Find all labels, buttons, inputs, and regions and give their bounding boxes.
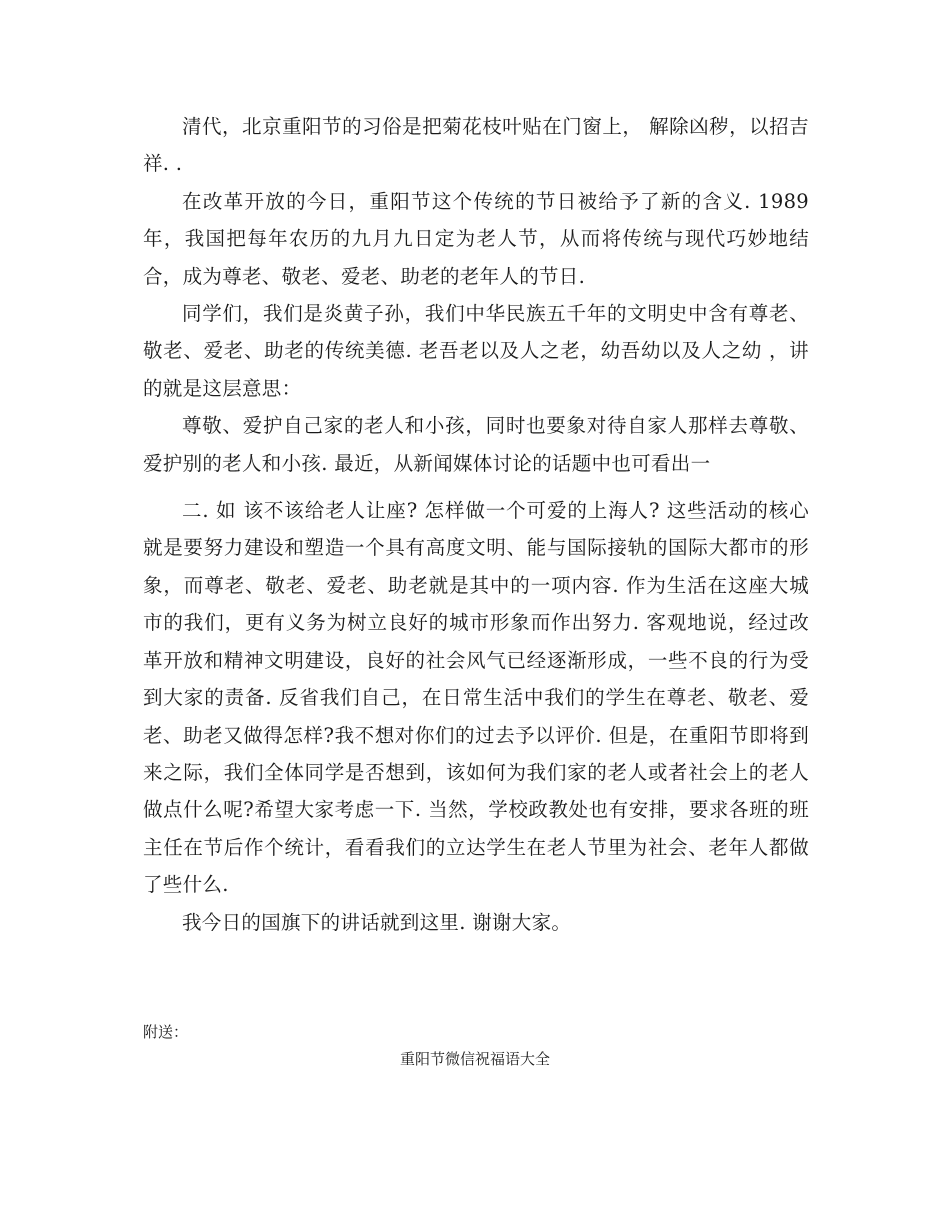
paragraph-new-meaning: 在改革开放的今日，重阳节这个传统的节日被给予了新的含义. 1989 年，我国把每年农历的九月九日定为老人节，从而将传统与现代巧妙地结合，成为尊老、敬老、爱老、助老的老年人的节日. xyxy=(143,189,809,288)
paragraph-respect-elders: 尊敬、爱护自己家的老人和小孩，同时也要象对待自家人那样去尊敬、爱护别的老人和小孩. 最近，从新闻媒体讨论的话题中也可看出一 xyxy=(143,414,809,475)
appendix-title: 重阳节微信祝福语大全 xyxy=(399,1050,550,1068)
document-body xyxy=(143,108,809,941)
paragraph-traditional-virtue: 同学们，我们是炎黄子孙，我们中华民族五千年的文明史中含有尊老、敬老、爱老、助老的传统美德. 老吾老以及人之老，幼吾幼以及人之幼 ，讲的就是这层意思： xyxy=(143,302,809,400)
paragraph-chrysanthemum-custom: 清代，北京重阳节的习俗是把菊花枝叶贴在门窗上， 解除凶秽，以招吉祥. . xyxy=(143,115,809,176)
paragraph-closing: 我今日的国旗下的讲话就到这里. 谢谢大家。 xyxy=(182,910,572,934)
appendix-label: 附送： xyxy=(143,1023,189,1041)
paragraph-city-image: 二. 如 该不该给老人让座? 怎样做一个可爱的上海人? 这些活动的核心就是要努力建设和塑造一个具有高度文明、能与国际接轨的国际大都市的形象，而尊老、敬老、爱老、助老就是其中的一项内容. 作为生活在这座大城市的我们，更有义务为树立良好的城市形象而作出努力. 客观地说，经过改革开放和精神文明建设，良好的社会风气已经逐渐形成，一些不良的行为受到大家的责备. 反省我们自己，在日常生活中我们的学生在尊老、敬老、爱老、助老又做得怎样?我不想对你们的过去予以评价. 但是，在重阳节即将到来之际，我们全体同学是否想到，该如何为我们家的老人或者社会上的老人做点什么呢?希望大家考虑一下. 当然，学校政教处也有安排，要求各班的班主任在节后作个统计，看看我们的立达学生在老人节里为社会、老年人都做了些什么. xyxy=(143,499,809,897)
